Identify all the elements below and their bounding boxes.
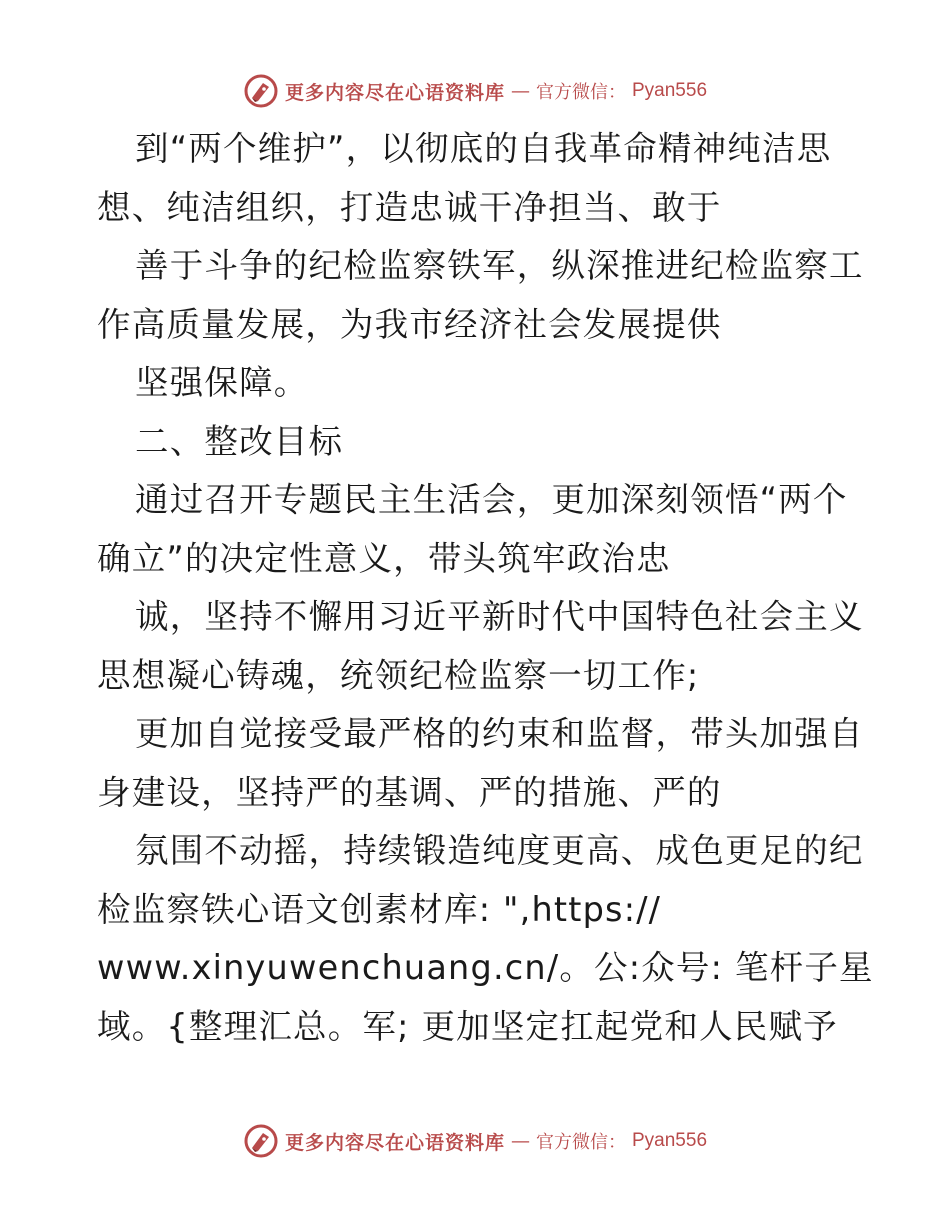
watermark-text: 更多内容尽在心语资料库	[284, 1131, 505, 1154]
watermark-wechat-id: Pyan556	[632, 1130, 708, 1151]
document-body	[97, 120, 874, 1056]
header-watermark	[0, 71, 950, 111]
text-line: 域。{整理汇总。军; 更加坚定扛起党和人民赋予	[97, 1006, 838, 1046]
section-heading: 二、整改目标	[135, 421, 344, 461]
text-line: 到“两个维护”，以彻底的自我革命精神纯洁思	[135, 129, 832, 168]
text-line: 更加自觉接受最严格的约束和监督，带头加强自	[135, 714, 864, 753]
text-line: 作高质量发展，为我市经济社会发展提供	[97, 304, 722, 344]
watermark-text: 更多内容尽在心语资料库	[284, 81, 505, 104]
text-line: 思想凝心铸魂，统领纪检监察一切工作;	[97, 655, 700, 695]
watermark-official-label: 官方微信：	[536, 1132, 626, 1153]
text-line: 想、纯洁组织，打造忠诚干净担当、敢于	[97, 187, 722, 227]
text-line: 通过召开专题民主生活会，更加深刻领悟“两个	[135, 480, 848, 519]
pen-nib-logo-icon	[243, 1123, 279, 1159]
footer-watermark	[0, 1121, 950, 1161]
text-line: 氛围不动摇，持续锻造纯度更高、成色更足的纪	[135, 831, 864, 870]
text-line: 检监察铁心语文创素材库: ",https://	[97, 889, 662, 929]
text-line: 诚，坚持不懈用习近平新时代中国特色社会主义	[135, 597, 864, 636]
watermark-wechat-id: Pyan556	[632, 80, 708, 101]
text-line: 身建设，坚持严的基调、严的措施、严的	[97, 772, 722, 812]
text-line: 确立”的决定性意义，带头筑牢政治忠	[97, 538, 671, 578]
watermark-official-label: 官方微信：	[536, 82, 626, 103]
pen-nib-logo-icon	[243, 73, 279, 109]
text-line: www.xinyuwenchuang.cn/。公:众号: 笔杆子星	[97, 948, 874, 987]
text-line: 善于斗争的纪检监察铁军，纵深推进纪检监察工	[135, 246, 864, 285]
watermark-separator: —	[511, 80, 530, 102]
watermark-separator: —	[511, 1130, 530, 1152]
text-line: 坚强保障。	[135, 363, 309, 402]
